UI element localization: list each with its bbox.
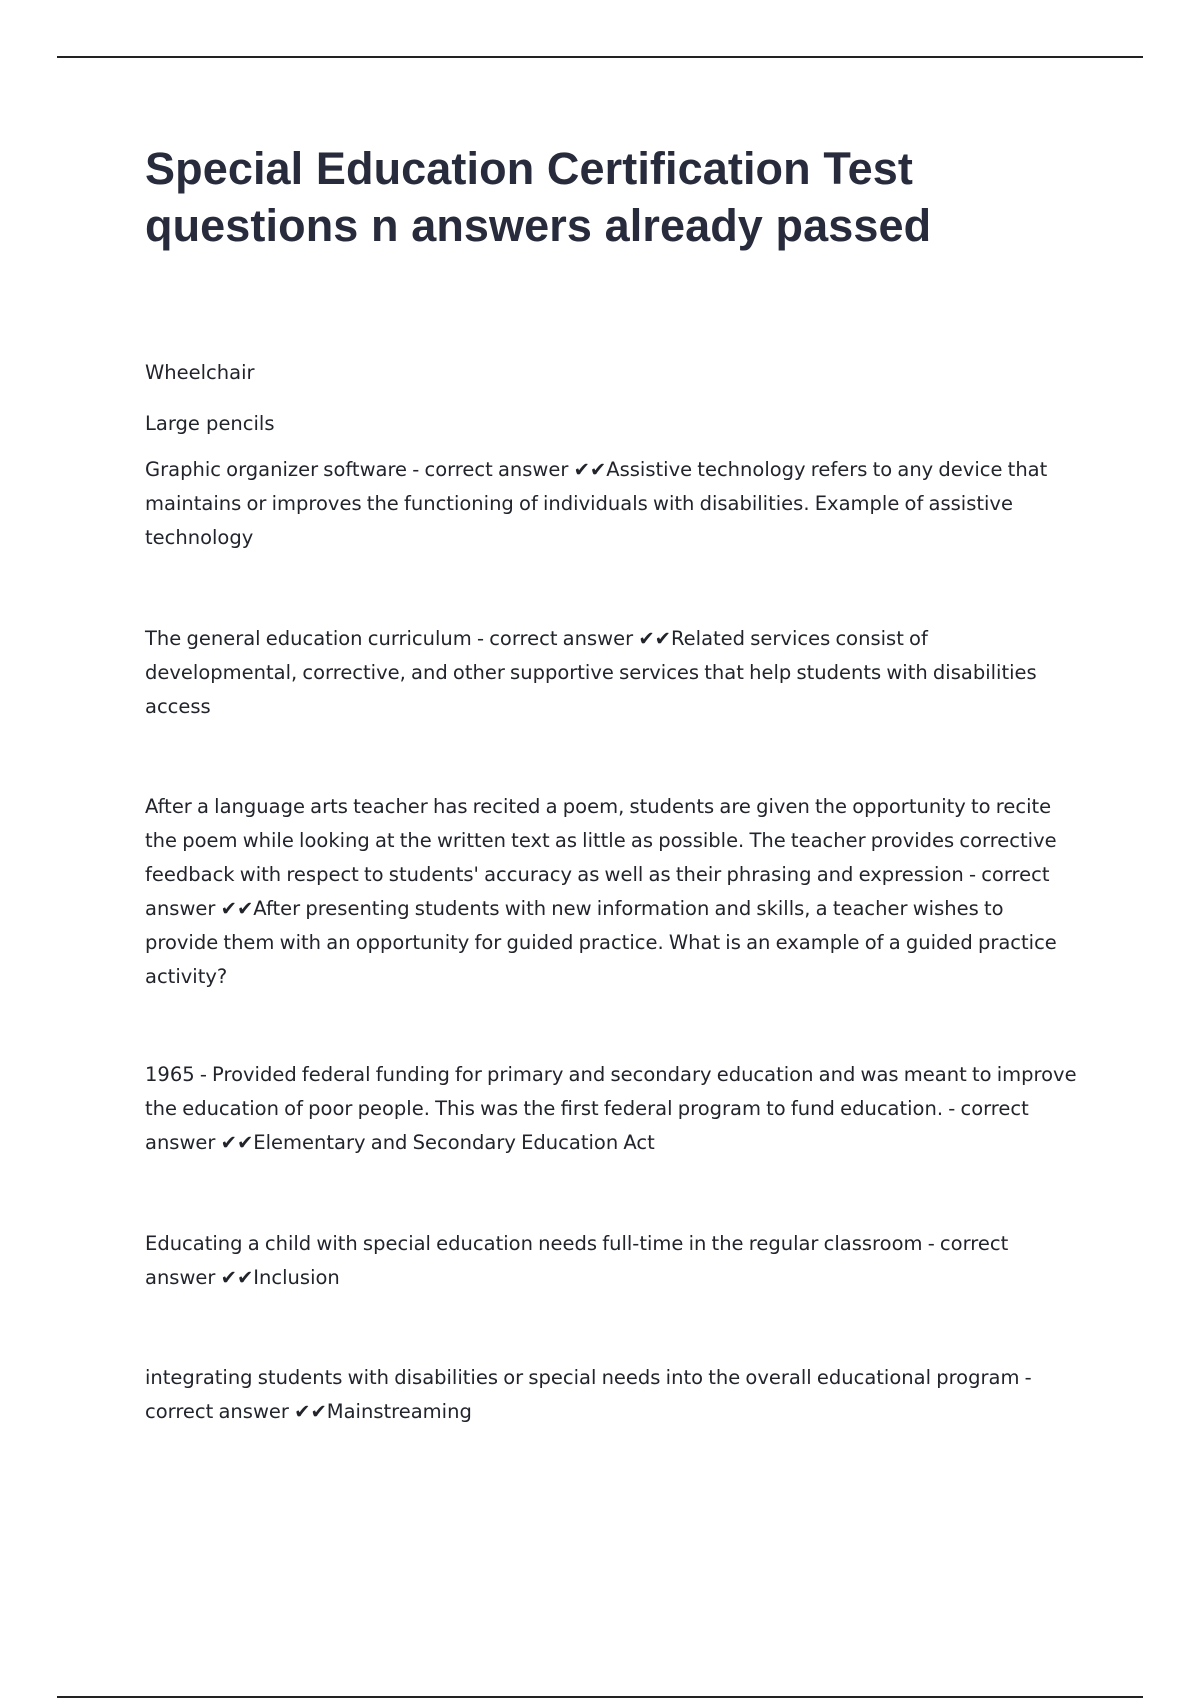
- qa-item-assistive-technology: Graphic organizer software - correct answer ✔✔Assistive technology refers to any device that maintains or improves the functioning of individuals with disabilities. Example of assistive technology: [145, 458, 1048, 549]
- bottom-divider: [57, 1696, 1143, 1698]
- document-page: [145, 140, 1077, 1423]
- qa-item-mainstreaming: integrating students with disabilities or special needs into the overall educational program - correct answer ✔✔Mainstreaming: [145, 1366, 1032, 1423]
- qa-item-guided-practice: After a language arts teacher has recited a poem, students are given the opportunity to recite the poem while looking at the written text as little as possible. The teacher provides corrective feedback with respect to students' accuracy as well as their phrasing and expression - correct answer ✔✔After presenting students with new information and skills, a teacher wishes to provide them with an opportunity for guided practice. What is an example of a guided practice activity?: [145, 795, 1057, 988]
- document-title: Special Education Certification Test questions n answers already passed: [145, 143, 932, 251]
- top-divider: [57, 56, 1143, 58]
- list-item-wheelchair: Wheelchair: [145, 361, 255, 384]
- qa-item-related-services: The general education curriculum - correct answer ✔✔Related services consist of developmental, corrective, and other supportive services that help students with disabilities access: [145, 627, 1037, 718]
- qa-item-inclusion: Educating a child with special education needs full-time in the regular classroom - correct answer ✔✔Inclusion: [145, 1232, 1009, 1289]
- qa-item-esea: 1965 - Provided federal funding for primary and secondary education and was meant to improve the education of poor people. This was the first federal program to fund education. - correct answer ✔✔Elementary and Secondary Education Act: [145, 1063, 1077, 1154]
- list-item-large-pencils: Large pencils: [145, 412, 275, 435]
